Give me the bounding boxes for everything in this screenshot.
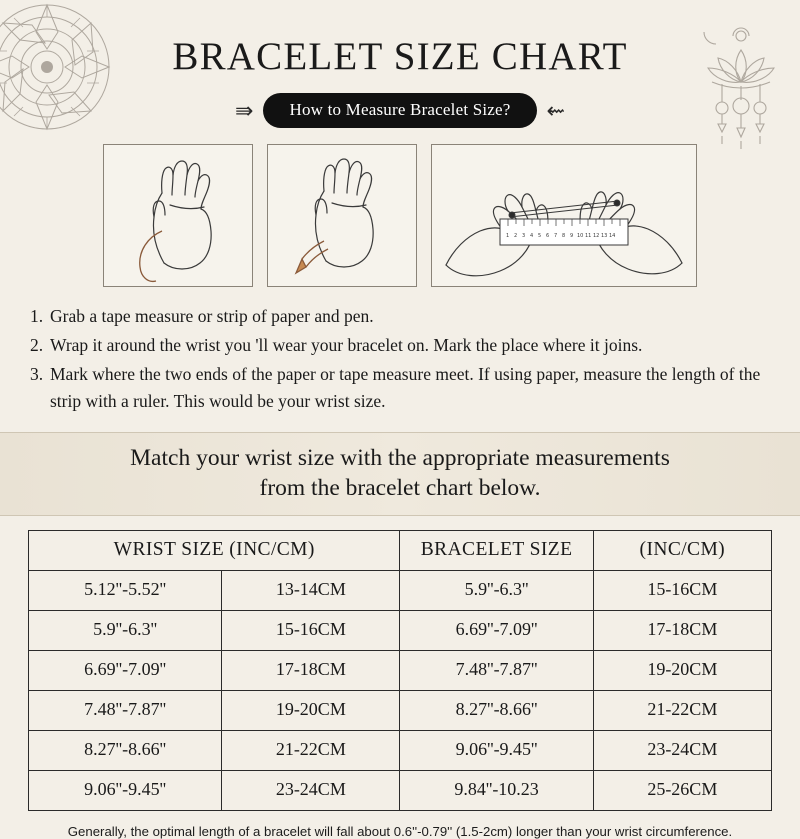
column-header-wrist-size: WRIST SIZE (INC/CM) xyxy=(29,530,400,570)
illustration-hand-with-paper-strip xyxy=(267,144,417,287)
cell-bracelet-inch: 9.84''-10.23 xyxy=(400,770,593,810)
step-text: Wrap it around the wrist you 'll wear your bracelet on. Mark the place where it joins. xyxy=(50,335,643,356)
subtitle-pill: How to Measure Bracelet Size? xyxy=(263,93,536,128)
table-row xyxy=(29,570,772,610)
cell-bracelet-inch: 5.9''-6.3'' xyxy=(400,570,593,610)
svg-text:14: 14 xyxy=(609,233,616,239)
size-table-wrapper xyxy=(28,530,772,811)
step-text: Mark where the two ends of the paper or tape measure meet. If using paper, measure the length of the strip with a ruler. This would be your wrist size. xyxy=(50,364,761,412)
svg-text:7: 7 xyxy=(554,233,558,239)
cell-wrist-cm: 19-20CM xyxy=(222,690,400,730)
cell-wrist-cm: 17-18CM xyxy=(222,650,400,690)
illustration-measuring-strip-with-ruler xyxy=(431,144,697,287)
svg-text:1: 1 xyxy=(506,233,510,239)
step-number: 2. xyxy=(30,335,44,356)
page-title: BRACELET SIZE CHART xyxy=(172,35,628,78)
cell-bracelet-cm: 23-24CM xyxy=(593,730,771,770)
table-row xyxy=(29,610,772,650)
size-table xyxy=(28,530,772,811)
subtitle-row xyxy=(0,93,800,128)
cell-wrist-inch: 9.06''-9.45'' xyxy=(29,770,222,810)
cell-wrist-inch: 8.27''-8.66'' xyxy=(29,730,222,770)
svg-text:10: 10 xyxy=(577,233,584,239)
flourish-left-icon: ⇛ xyxy=(235,97,254,123)
cell-bracelet-cm: 17-18CM xyxy=(593,610,771,650)
illustration-hand-with-tape-measure xyxy=(103,144,253,287)
cell-wrist-inch: 6.69''-7.09'' xyxy=(29,650,222,690)
cell-wrist-cm: 23-24CM xyxy=(222,770,400,810)
table-row xyxy=(29,690,772,730)
cell-wrist-cm: 21-22CM xyxy=(222,730,400,770)
cell-bracelet-inch: 6.69''-7.09'' xyxy=(400,610,593,650)
step-text: Grab a tape measure or strip of paper and pen. xyxy=(50,306,374,326)
cell-bracelet-cm: 15-16CM xyxy=(593,570,771,610)
step-number: 3. xyxy=(30,364,44,385)
column-header-bracelet-size: BRACELET SIZE xyxy=(400,530,593,570)
list-item xyxy=(30,361,770,415)
cell-bracelet-cm: 25-26CM xyxy=(593,770,771,810)
table-row xyxy=(29,650,772,690)
svg-text:6: 6 xyxy=(546,233,550,239)
cell-wrist-inch: 7.48''-7.87'' xyxy=(29,690,222,730)
cell-bracelet-inch: 7.48''-7.87'' xyxy=(400,650,593,690)
cell-bracelet-inch: 8.27''-8.66'' xyxy=(400,690,593,730)
svg-text:3: 3 xyxy=(522,233,526,239)
svg-text:8: 8 xyxy=(562,233,566,239)
cell-wrist-inch: 5.9''-6.3'' xyxy=(29,610,222,650)
list-item xyxy=(30,303,770,330)
svg-text:4: 4 xyxy=(530,233,534,239)
cell-bracelet-inch: 9.06''-9.45'' xyxy=(400,730,593,770)
bracelet-size-chart-page xyxy=(0,22,800,839)
svg-text:13: 13 xyxy=(601,233,608,239)
banner-line-1: Match your wrist size with the appropriate measurements xyxy=(130,444,670,471)
banner-line-2: from the bracelet chart below. xyxy=(259,474,541,501)
table-row xyxy=(29,730,772,770)
step-number: 1. xyxy=(30,306,44,326)
match-size-banner xyxy=(0,432,800,516)
cell-wrist-cm: 15-16CM xyxy=(222,610,400,650)
svg-text:5: 5 xyxy=(538,233,542,239)
list-item xyxy=(30,332,770,359)
cell-bracelet-cm: 21-22CM xyxy=(593,690,771,730)
column-header-bracelet-unit: (INC/CM) xyxy=(593,530,771,570)
cell-wrist-cm: 13-14CM xyxy=(222,570,400,610)
svg-text:12: 12 xyxy=(593,233,600,239)
cell-bracelet-cm: 19-20CM xyxy=(593,650,771,690)
svg-text:11: 11 xyxy=(585,233,592,239)
svg-text:9: 9 xyxy=(570,233,574,239)
table-row xyxy=(29,770,772,810)
illustrations-row xyxy=(0,144,800,287)
footnote-text: Generally, the optimal length of a bracelet will fall about 0.6''-0.79'' (1.5-2cm) longer than your wrist circumference. xyxy=(67,823,733,839)
table-header-row xyxy=(29,530,772,570)
cell-wrist-inch: 5.12''-5.52'' xyxy=(29,570,222,610)
instruction-steps xyxy=(30,303,770,416)
svg-text:2: 2 xyxy=(514,233,518,239)
flourish-right-icon: ⇜ xyxy=(546,97,565,123)
